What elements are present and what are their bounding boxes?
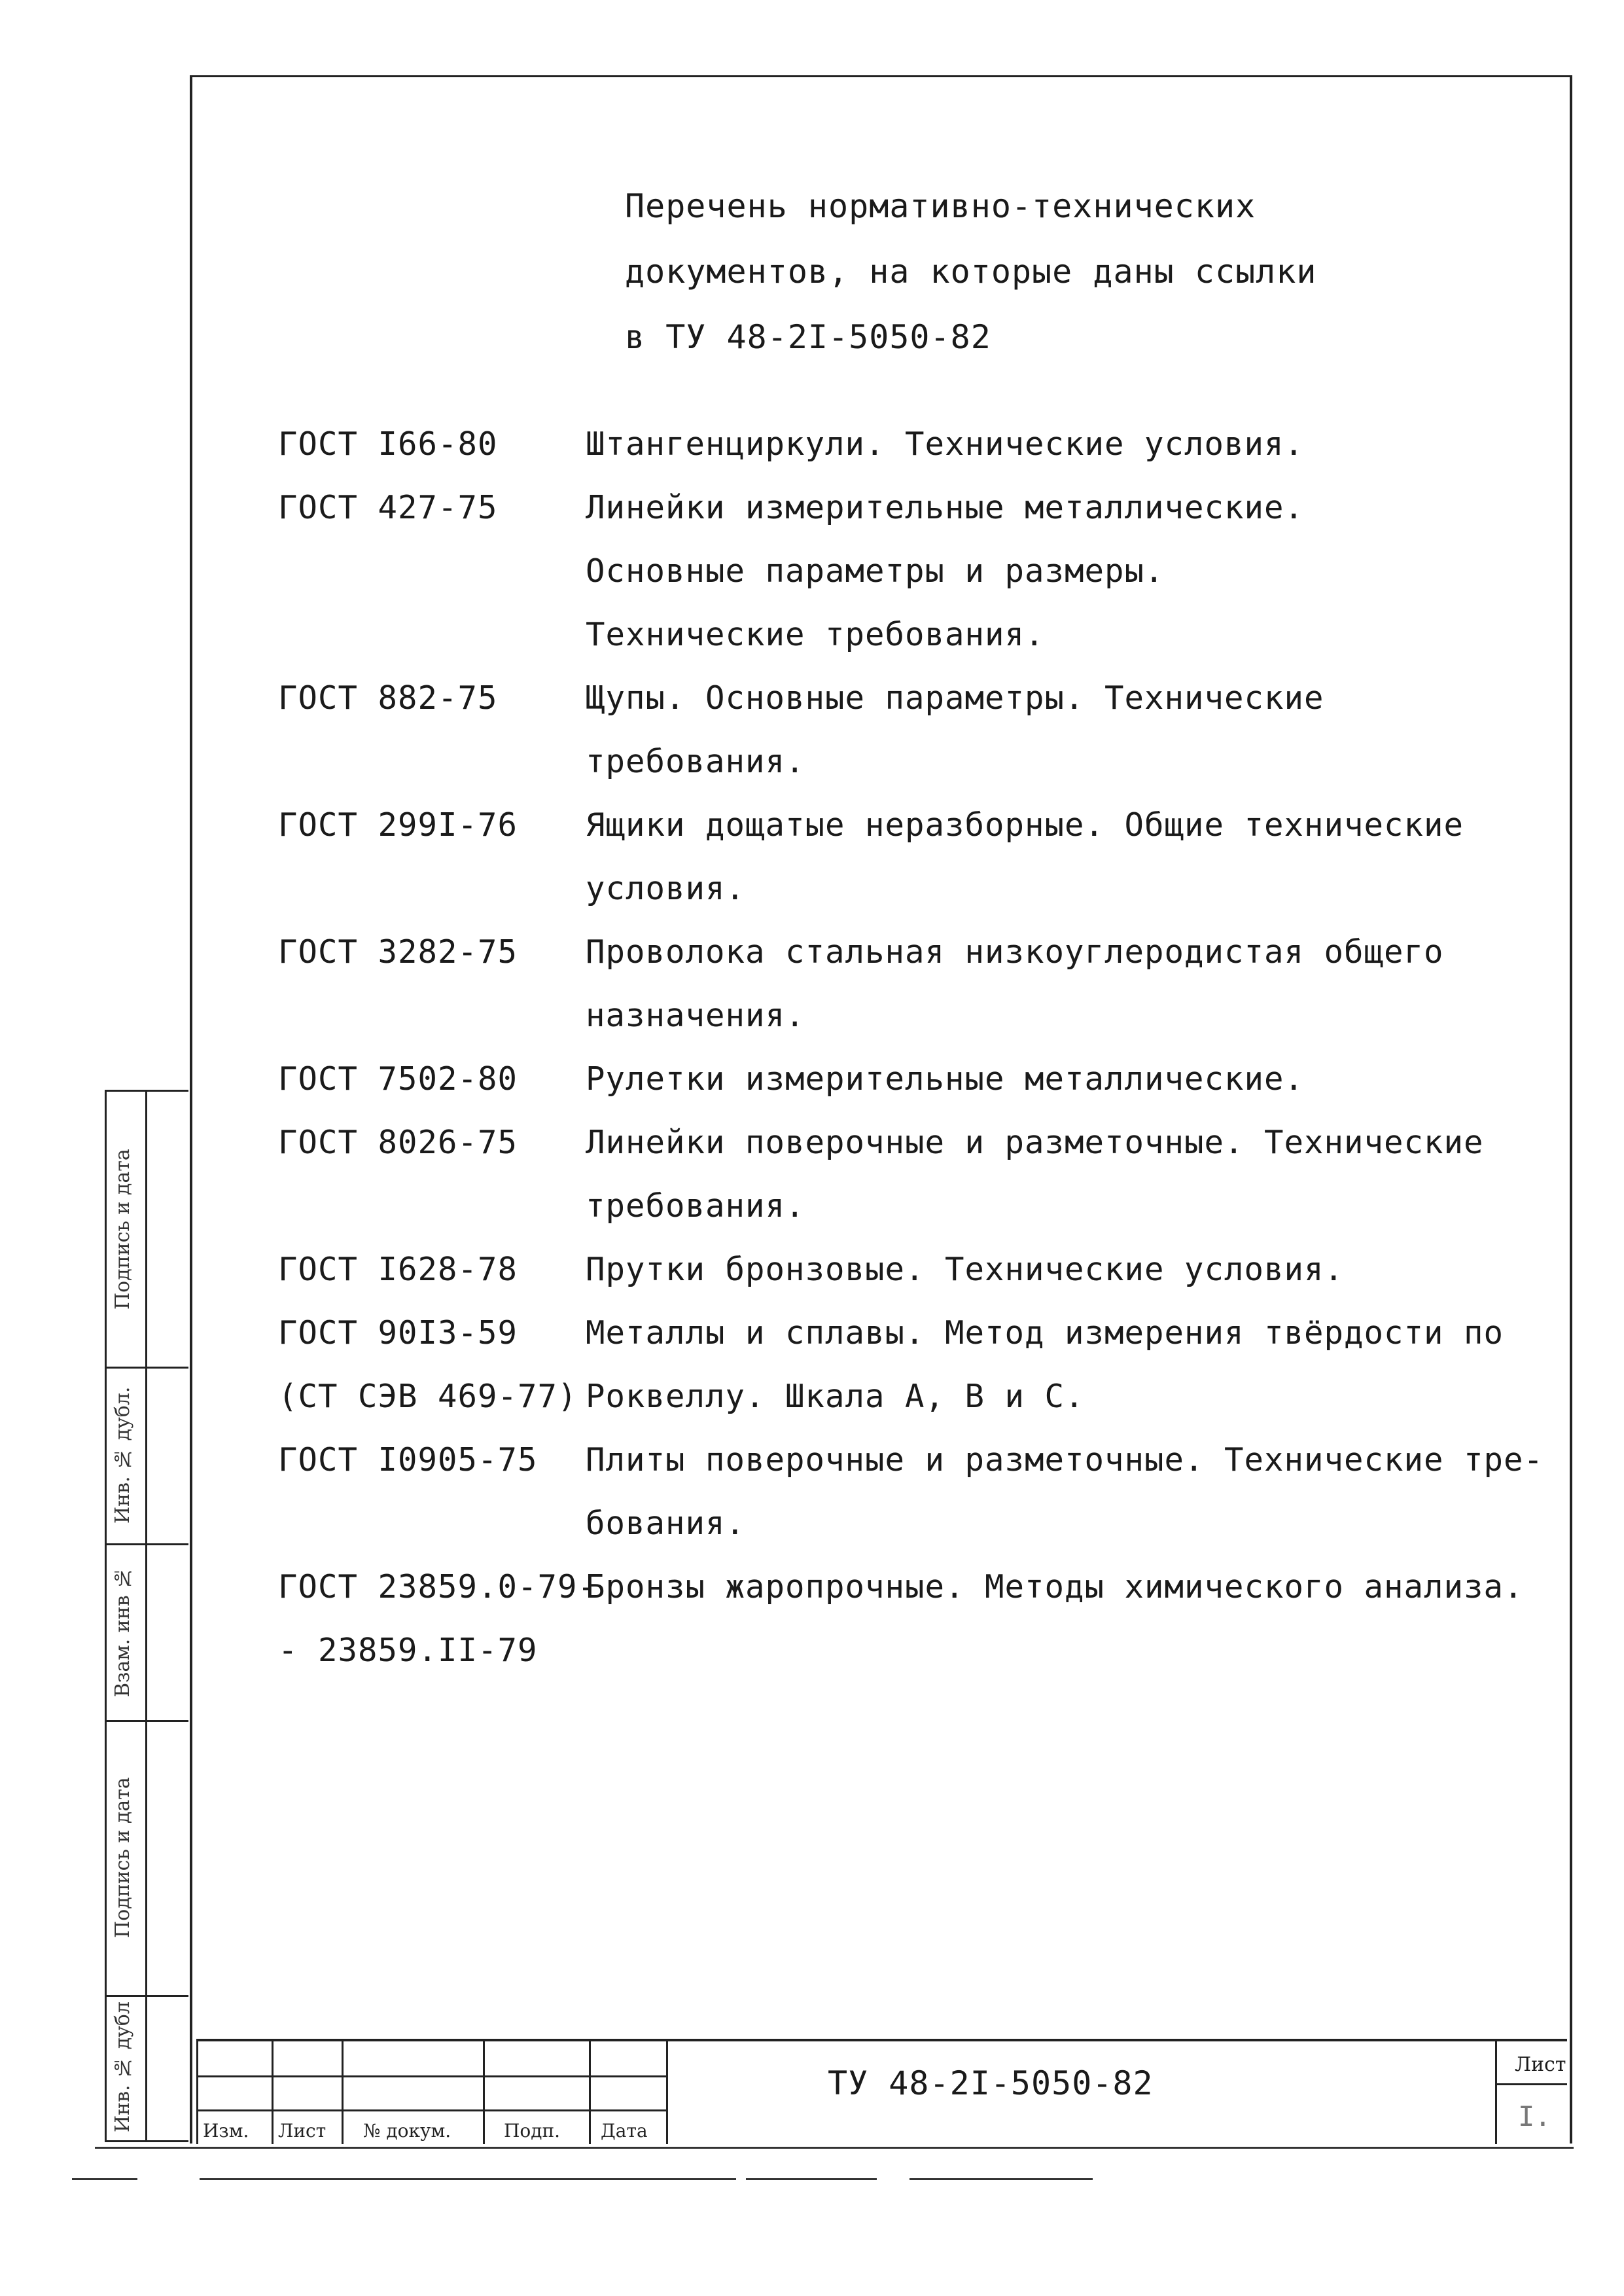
- reference-code: ГОСТ 8026-75: [278, 1124, 518, 1161]
- side-stamp-cell: [105, 1720, 188, 1997]
- reference-code: ГОСТ I628-78: [278, 1251, 518, 1288]
- stamp-header-sheet: Лист: [278, 2120, 327, 2142]
- reference-code: ГОСТ 23859.0-79-: [278, 1568, 598, 1605]
- stamp-header-date: Дата: [601, 2120, 648, 2142]
- stamp-line: [589, 2041, 591, 2144]
- stamp-header-change: Изм.: [203, 2120, 249, 2142]
- reference-text: Металлы и сплавы. Метод измерения твёрдости по Роквеллу. Шкала А, В и С.: [586, 1314, 1504, 1415]
- reference-item: [278, 920, 1561, 1047]
- frame-bottom-line: [95, 2147, 1574, 2149]
- title-block: [196, 2039, 1567, 2144]
- reference-code: ГОСТ 7502-80: [278, 1060, 518, 1098]
- reference-item: [278, 1047, 1561, 1111]
- stamp-line: [666, 2041, 668, 2144]
- reference-code: ГОСТ I0905-75: [278, 1441, 538, 1479]
- reference-text: Линейки измерительные металлические. Основные параметры и размеры. Технические требования.: [586, 489, 1305, 653]
- side-label: Подпись и дата: [111, 1777, 134, 1938]
- stamp-line: [196, 2075, 666, 2077]
- title-line: Перечень нормативно-технических: [625, 187, 1256, 225]
- reference-item: [278, 793, 1561, 920]
- scan-mark: [200, 2178, 736, 2180]
- stamp-line: [342, 2041, 344, 2144]
- stamp-line: [1495, 2041, 1497, 2144]
- reference-text: Линейки поверочные и разметочные. Технические требования.: [586, 1124, 1484, 1225]
- side-label: Инв. № дубл.: [111, 1386, 134, 1524]
- title-line: документов, на которые даны ссылки: [625, 253, 1317, 291]
- reference-text: Бронзы жаропрочные. Методы химического анализа.: [586, 1568, 1524, 1605]
- side-stamp: [105, 1090, 188, 2142]
- reference-item: [278, 476, 1561, 666]
- reference-code: ГОСТ 427-75: [278, 489, 498, 526]
- title-line: в ТУ 48-2I-5050-82: [625, 318, 991, 356]
- side-stamp-cell: [105, 1367, 188, 1545]
- scan-mark: [909, 2178, 1093, 2180]
- reference-code: ГОСТ 3282-75: [278, 933, 518, 971]
- reference-item: [278, 666, 1561, 793]
- side-label: Инв. № дубл: [111, 2001, 134, 2132]
- sheet-label: Лист: [1515, 2053, 1566, 2076]
- stamp-line: [196, 2109, 666, 2111]
- reference-list: [278, 412, 1561, 1682]
- reference-item: [278, 1555, 1561, 1682]
- reference-code: ГОСТ 299I-76: [278, 806, 518, 844]
- reference-code: ГОСТ 90I3-59: [278, 1314, 518, 1352]
- reference-item: [278, 412, 1561, 476]
- stamp-header-signature: Подп.: [504, 2120, 561, 2142]
- side-stamp-cell: [105, 1092, 188, 1369]
- reference-code-alt: - 23859.II-79: [278, 1632, 538, 1669]
- side-label: Взам. инв №: [111, 1566, 134, 1698]
- reference-code: ГОСТ I66-80: [278, 425, 498, 463]
- reference-item: [278, 1428, 1561, 1555]
- reference-code: ГОСТ 882-75: [278, 679, 498, 717]
- document-title: [625, 173, 1317, 370]
- reference-text: Щупы. Основные параметры. Технические требования.: [586, 679, 1345, 780]
- reference-item: [278, 1111, 1561, 1238]
- stamp-line: [483, 2041, 485, 2144]
- scan-mark: [746, 2178, 877, 2180]
- stamp-line: [196, 2041, 198, 2144]
- document-number: ТУ 48-2I-5050-82: [828, 2064, 1154, 2102]
- reference-item: [278, 1301, 1561, 1428]
- reference-text: Прутки бронзовые. Технические условия.: [586, 1251, 1345, 1288]
- side-label: Подпись и дата: [111, 1149, 134, 1310]
- stamp-header-doc-number: № докум.: [363, 2120, 451, 2142]
- side-stamp-cell: [105, 1995, 188, 2142]
- reference-code-alt: (СТ СЭВ 469-77): [278, 1378, 578, 1415]
- reference-text: Штангенциркули. Технические условия.: [586, 425, 1305, 463]
- reference-text: Ящики дощатые неразборные. Общие технические условия.: [586, 806, 1464, 907]
- scan-mark: [72, 2178, 137, 2180]
- stamp-line: [1495, 2083, 1567, 2085]
- stamp-line: [272, 2041, 274, 2144]
- reference-text: Рулетки измерительные металлические.: [586, 1060, 1305, 1098]
- reference-text: Проволока стальная низкоуглеродистая общего назначения.: [586, 933, 1444, 1034]
- reference-text: Плиты поверочные и разметочные. Технические тре- бования.: [586, 1441, 1544, 1542]
- reference-item: [278, 1238, 1561, 1301]
- side-stamp-cell: [105, 1543, 188, 1722]
- sheet-number: I.: [1518, 2100, 1551, 2132]
